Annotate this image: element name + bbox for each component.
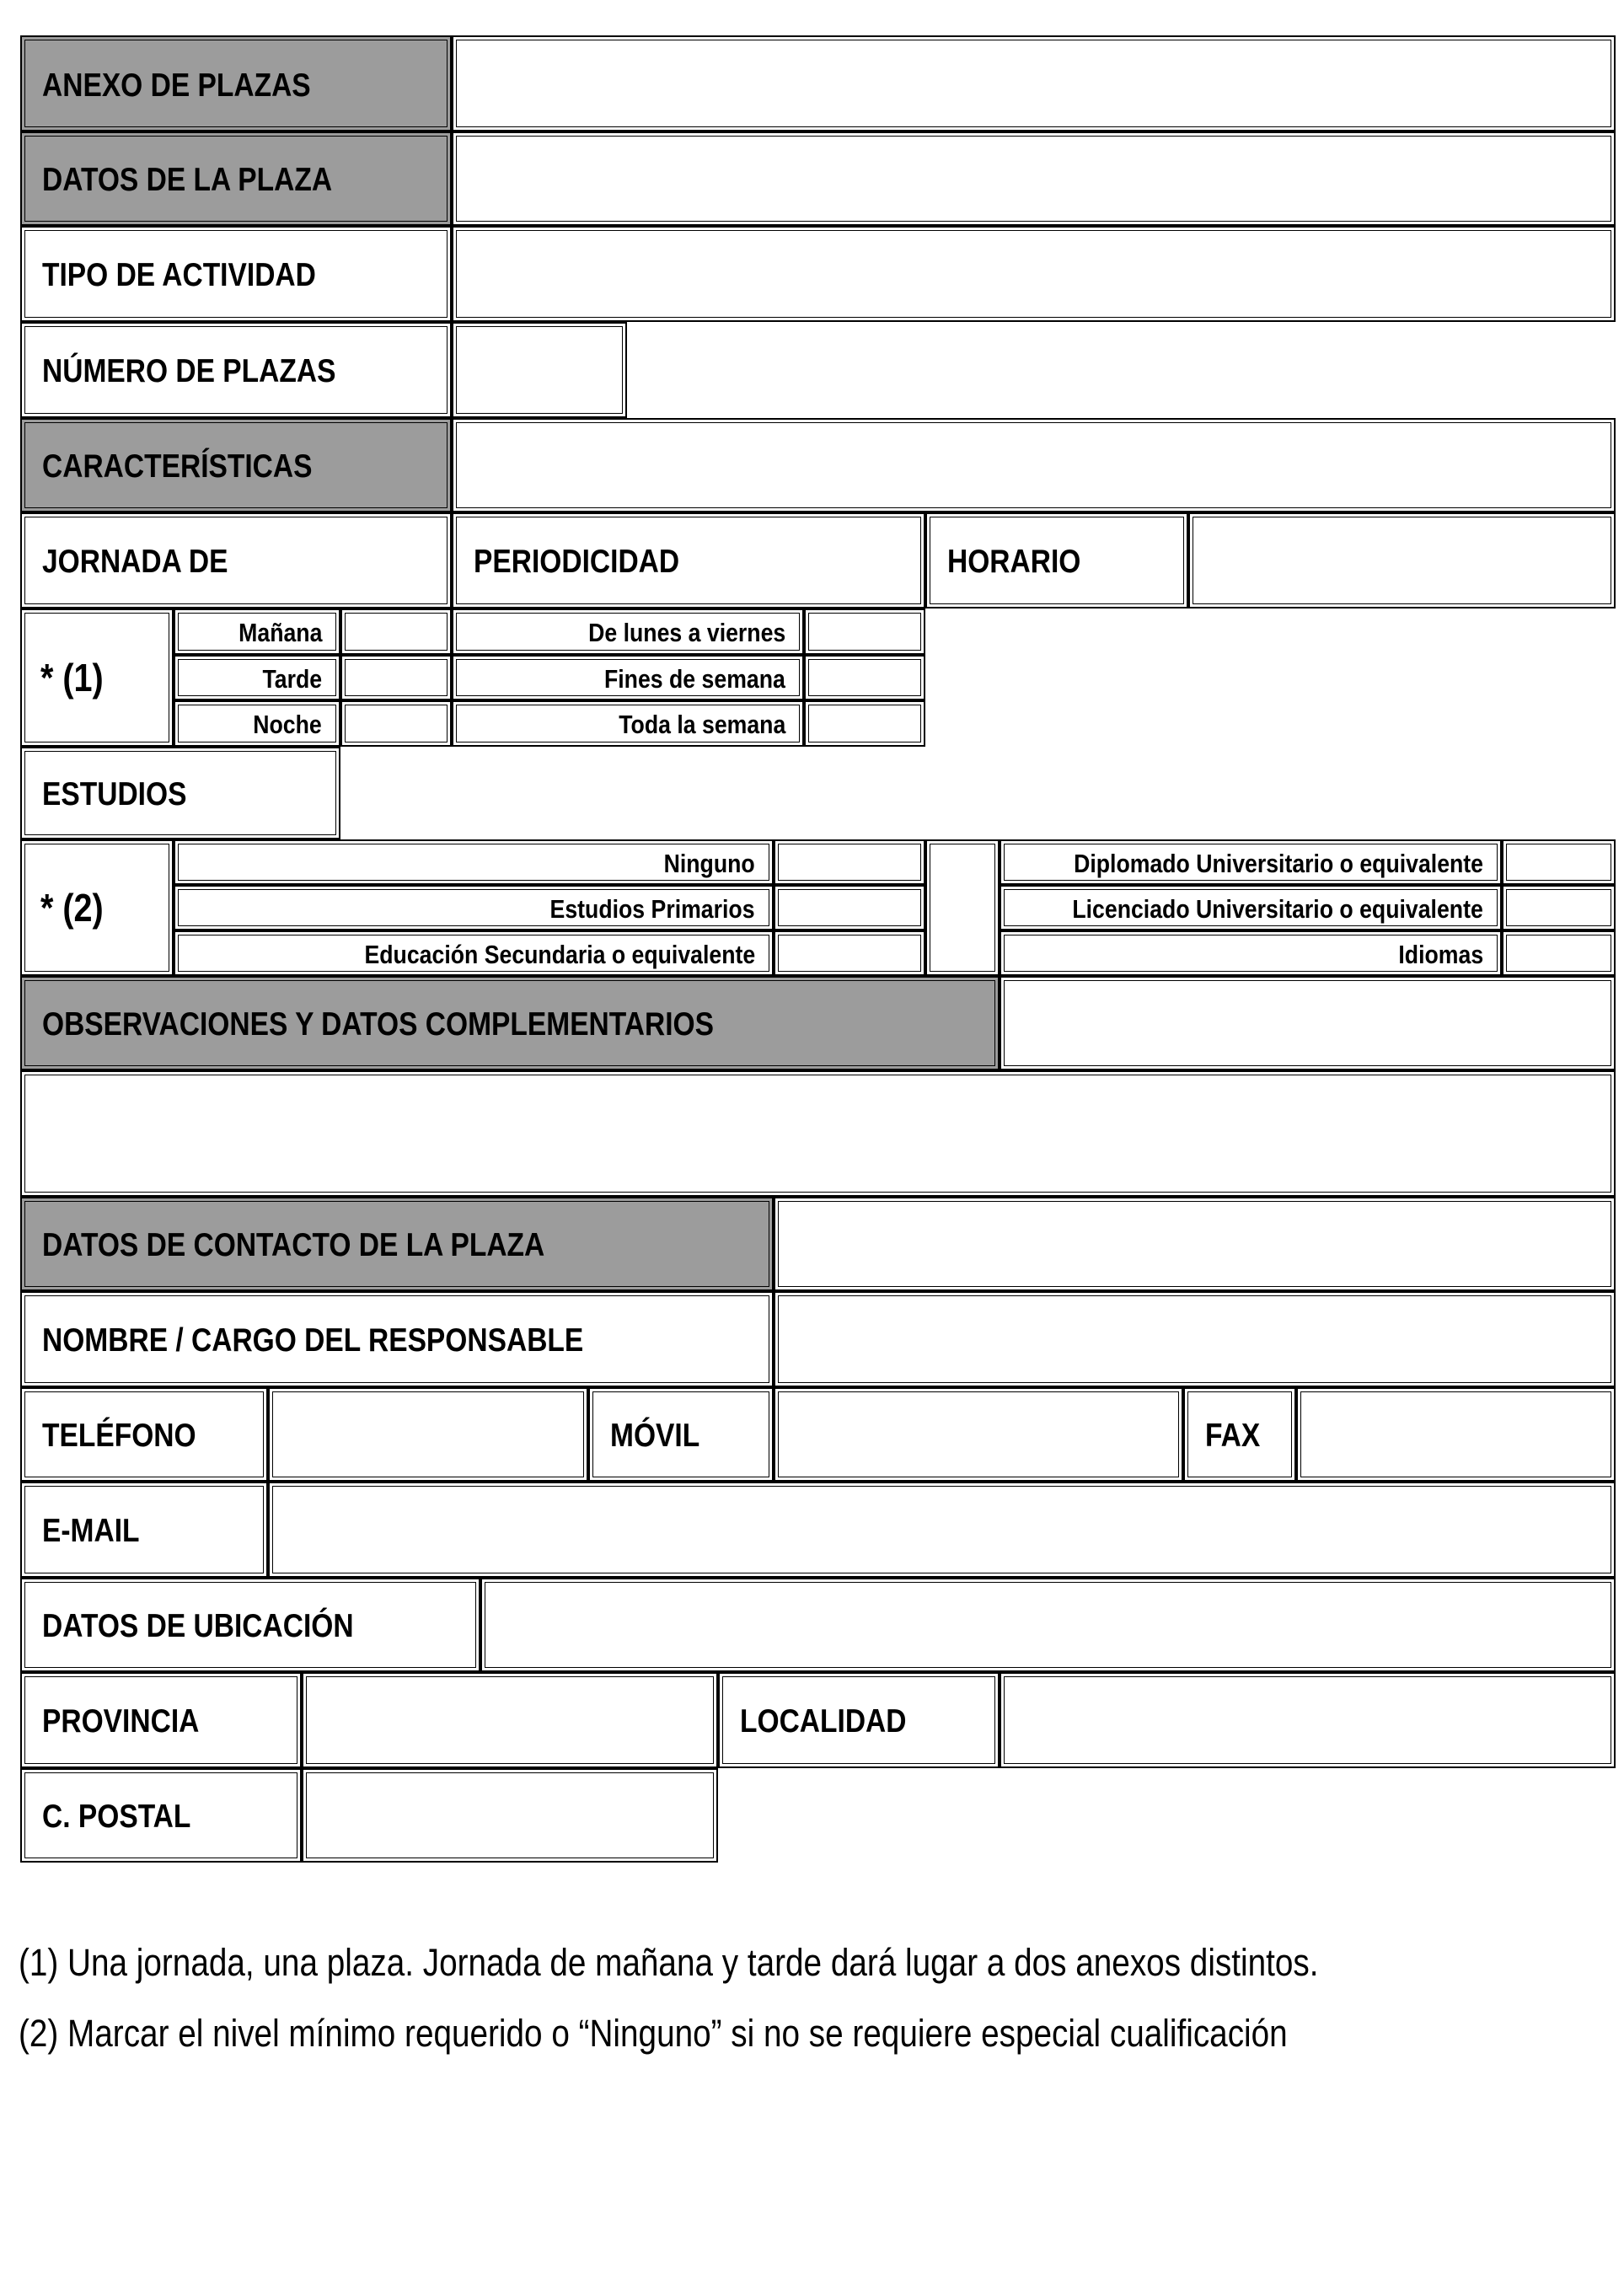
jornada-option-noche bbox=[174, 700, 340, 747]
periodicidad-option-label: Toda la semana bbox=[618, 710, 785, 739]
telefono-label-cell bbox=[20, 1387, 268, 1482]
anexo-value-field[interactable] bbox=[452, 35, 1616, 131]
jornada-option-label: Noche bbox=[253, 710, 322, 739]
fax-field[interactable] bbox=[1296, 1387, 1616, 1482]
observaciones-textarea[interactable] bbox=[20, 1070, 1616, 1197]
anexo-header-label: ANEXO DE PLAZAS bbox=[42, 67, 311, 104]
estudios-option-label: Ninguno bbox=[663, 849, 755, 878]
periodicidad-checkbox-fines-semana[interactable] bbox=[804, 655, 925, 700]
provincia-label-cell bbox=[20, 1672, 302, 1768]
estudios-checkbox-ninguno[interactable] bbox=[774, 839, 925, 885]
fax-label-cell bbox=[1183, 1387, 1296, 1482]
footnote-2: (2) Marcar el nivel mínimo requerido o “Ninguno” si no se requiere especial cualificación bbox=[19, 2012, 1288, 2055]
movil-field[interactable] bbox=[774, 1387, 1183, 1482]
fax-label: FAX bbox=[1205, 1418, 1261, 1454]
estudios-option-ninguno bbox=[174, 839, 774, 885]
jornada-checkbox-noche[interactable] bbox=[340, 700, 452, 747]
movil-label-cell bbox=[588, 1387, 774, 1482]
jornada-option-label: Tarde bbox=[262, 664, 322, 694]
ubicacion-label-cell bbox=[20, 1578, 480, 1672]
jornada-checkbox-tarde[interactable] bbox=[340, 655, 452, 700]
tipo-actividad-field[interactable] bbox=[452, 226, 1616, 322]
localidad-label-cell bbox=[718, 1672, 1000, 1768]
mark-2-cell bbox=[20, 839, 174, 976]
caracteristicas-value-field[interactable] bbox=[452, 418, 1616, 512]
estudios-option-diplomado bbox=[1000, 839, 1502, 885]
tipo-actividad-label: TIPO DE ACTIVIDAD bbox=[42, 257, 316, 293]
telefono-field[interactable] bbox=[268, 1387, 588, 1482]
contacto-header-label: DATOS DE CONTACTO DE LA PLAZA bbox=[42, 1227, 545, 1263]
tipo-actividad-label-cell bbox=[20, 226, 452, 322]
numero-plazas-label-cell bbox=[20, 322, 452, 418]
caracteristicas-header-cell bbox=[20, 418, 452, 512]
jornada-label-cell bbox=[20, 512, 452, 608]
estudios-option-idiomas bbox=[1000, 930, 1502, 976]
periodicidad-option-lunes-viernes bbox=[452, 608, 804, 655]
estudios-spacer-cell bbox=[925, 839, 1000, 976]
horario-label: HORARIO bbox=[947, 544, 1081, 580]
nombre-cargo-label: NOMBRE / CARGO DEL RESPONSABLE bbox=[42, 1322, 584, 1359]
estudios-checkbox-diplomado[interactable] bbox=[1502, 839, 1616, 885]
periodicidad-option-label: Fines de semana bbox=[604, 664, 785, 694]
datos-plaza-value-field[interactable] bbox=[452, 131, 1616, 226]
estudios-option-licenciado bbox=[1000, 885, 1502, 930]
footnote-1: (1) Una jornada, una plaza. Jornada de mañana y tarde dará lugar a dos anexos distintos. bbox=[19, 1941, 1319, 1984]
estudios-option-secundaria bbox=[174, 930, 774, 976]
estudios-checkbox-licenciado[interactable] bbox=[1502, 885, 1616, 930]
periodicidad-label: PERIODICIDAD bbox=[474, 544, 680, 580]
jornada-label: JORNADA DE bbox=[42, 544, 228, 580]
estudios-label: ESTUDIOS bbox=[42, 776, 187, 812]
ubicacion-label: DATOS DE UBICACIÓN bbox=[42, 1608, 354, 1644]
jornada-checkbox-manana[interactable] bbox=[340, 608, 452, 655]
periodicidad-label-cell bbox=[452, 512, 925, 608]
periodicidad-option-fines-semana bbox=[452, 655, 804, 700]
localidad-field[interactable] bbox=[1000, 1672, 1616, 1768]
datos-plaza-header-label: DATOS DE LA PLAZA bbox=[42, 162, 333, 198]
email-field[interactable] bbox=[268, 1482, 1616, 1578]
ubicacion-field[interactable] bbox=[480, 1578, 1616, 1672]
observaciones-header-cell bbox=[20, 976, 1000, 1070]
mark-1-cell bbox=[20, 608, 174, 747]
provincia-field[interactable] bbox=[302, 1672, 718, 1768]
periodicidad-option-label: De lunes a viernes bbox=[587, 618, 785, 647]
numero-plazas-field[interactable] bbox=[452, 322, 627, 418]
estudios-option-label: Educación Secundaria o equivalente bbox=[364, 940, 755, 969]
estudios-option-label: Licenciado Universitario o equivalente bbox=[1072, 894, 1483, 924]
estudios-option-label: Estudios Primarios bbox=[550, 894, 755, 924]
email-label: E-MAIL bbox=[42, 1513, 140, 1549]
jornada-option-label: Mañana bbox=[238, 618, 322, 647]
estudios-option-label: Idiomas bbox=[1398, 940, 1483, 969]
periodicidad-checkbox-toda-semana[interactable] bbox=[804, 700, 925, 747]
caracteristicas-header-label: CARACTERÍSTICAS bbox=[42, 448, 313, 485]
estudios-checkbox-secundaria[interactable] bbox=[774, 930, 925, 976]
telefono-label: TELÉFONO bbox=[42, 1418, 196, 1454]
datos-plaza-header-cell bbox=[20, 131, 452, 226]
localidad-label: LOCALIDAD bbox=[740, 1703, 907, 1740]
observaciones-side-field[interactable] bbox=[1000, 976, 1616, 1070]
contacto-value-field[interactable] bbox=[774, 1197, 1616, 1291]
contacto-header-cell bbox=[20, 1197, 774, 1291]
nombre-cargo-field[interactable] bbox=[774, 1291, 1616, 1387]
postal-label: C. POSTAL bbox=[42, 1799, 191, 1835]
numero-plazas-label: NÚMERO DE PLAZAS bbox=[42, 353, 336, 389]
mark-2-label: * (2) bbox=[40, 886, 104, 930]
anexo-header-cell bbox=[20, 35, 452, 131]
periodicidad-option-toda-semana bbox=[452, 700, 804, 747]
jornada-option-tarde bbox=[174, 655, 340, 700]
movil-label: MÓVIL bbox=[610, 1418, 700, 1454]
estudios-option-label: Diplomado Universitario o equivalente bbox=[1074, 849, 1483, 878]
periodicidad-checkbox-lunes-viernes[interactable] bbox=[804, 608, 925, 655]
postal-field[interactable] bbox=[302, 1768, 718, 1863]
horario-label-cell bbox=[925, 512, 1188, 608]
horario-field[interactable] bbox=[1188, 512, 1616, 608]
estudios-checkbox-primarios[interactable] bbox=[774, 885, 925, 930]
provincia-label: PROVINCIA bbox=[42, 1703, 200, 1740]
postal-label-cell bbox=[20, 1768, 302, 1863]
estudios-checkbox-idiomas[interactable] bbox=[1502, 930, 1616, 976]
estudios-label-cell bbox=[20, 747, 340, 839]
observaciones-header-label: OBSERVACIONES Y DATOS COMPLEMENTARIOS bbox=[42, 1006, 715, 1043]
estudios-option-primarios bbox=[174, 885, 774, 930]
email-label-cell bbox=[20, 1482, 268, 1578]
mark-1-label: * (1) bbox=[40, 656, 104, 700]
nombre-cargo-label-cell bbox=[20, 1291, 774, 1387]
jornada-option-manana bbox=[174, 608, 340, 655]
